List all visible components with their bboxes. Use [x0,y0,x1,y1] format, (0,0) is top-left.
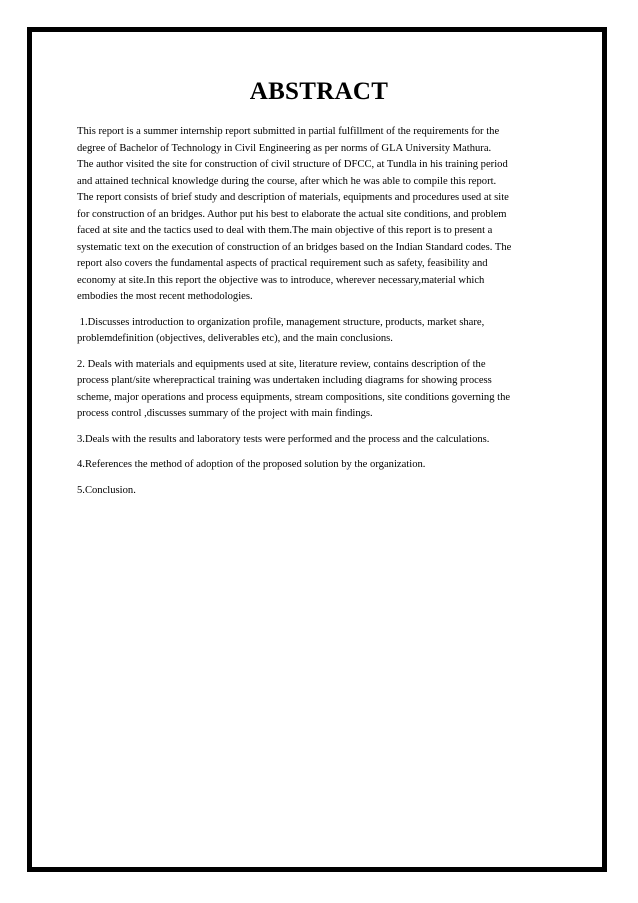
text-line: systematic text on the execution of construction of an bridges based on the Indian Standard codes. The [77,241,512,253]
page-title: ABSTRACT [249,78,389,105]
text-line: This report is a summer internship report submitted in partial fulfillment of the requirements for the [77,126,500,137]
text-line: report also covers the fundamental aspects of practical requirement such as safety, feasibility and [77,258,488,269]
text-line: 2. Deals with materials and equipments used at site, literature review, contains description of the [77,358,486,370]
text-line: The author visited the site for construction of civil structure of DFCC, at Tundla in his training period [77,159,508,170]
text-line: The report consists of brief study and description of materials, equipments and procedures used at site [77,192,509,203]
text-line: process plant/site wherepractical training was undertaken including diagrams for showing process [77,375,492,386]
text-line: degree of Bachelor of Technology in Civil Engineering as per norms of GLA University Mathura. [77,142,492,154]
text-line: embodies the most recent methodologies. [77,291,253,302]
text-line: 4.References the method of adoption of the proposed solution by the organization. [77,459,426,470]
point-1-paragraph [77,315,567,348]
text-line: for construction of an bridges. Author put his best to elaborate the actual site conditions, and problem [77,208,507,220]
point-2-paragraph [77,357,567,423]
abstract-body [77,124,567,499]
intro-paragraph [77,124,567,306]
text-line: process control ,discusses summary of the project with main findings. [77,408,373,419]
point-3-paragraph [77,432,567,449]
text-line: faced at site and the tactics used to deal with them.The main objective of this report is to present a [77,225,493,236]
text-line: and attained technical knowledge during the course, after which he was able to compile this report. [77,175,497,187]
text-line: problemdefinition (objectives, deliverables etc), and the main conclusions. [77,333,393,344]
text-line: 3.Deals with the results and laboratory tests were performed and the process and the calculations. [77,433,490,445]
text-line: economy at site.In this report the objective was to introduce, wherever necessary,material which [77,274,485,286]
text-line: 1.Discusses introduction to organization profile, management structure, products, market share, [77,316,485,328]
text-line: scheme, major operations and process equipments, stream compositions, site conditions governing the [77,391,511,403]
point-5-paragraph [77,483,567,500]
text-line: 5.Conclusion. [77,484,136,496]
point-4-paragraph [77,457,567,474]
